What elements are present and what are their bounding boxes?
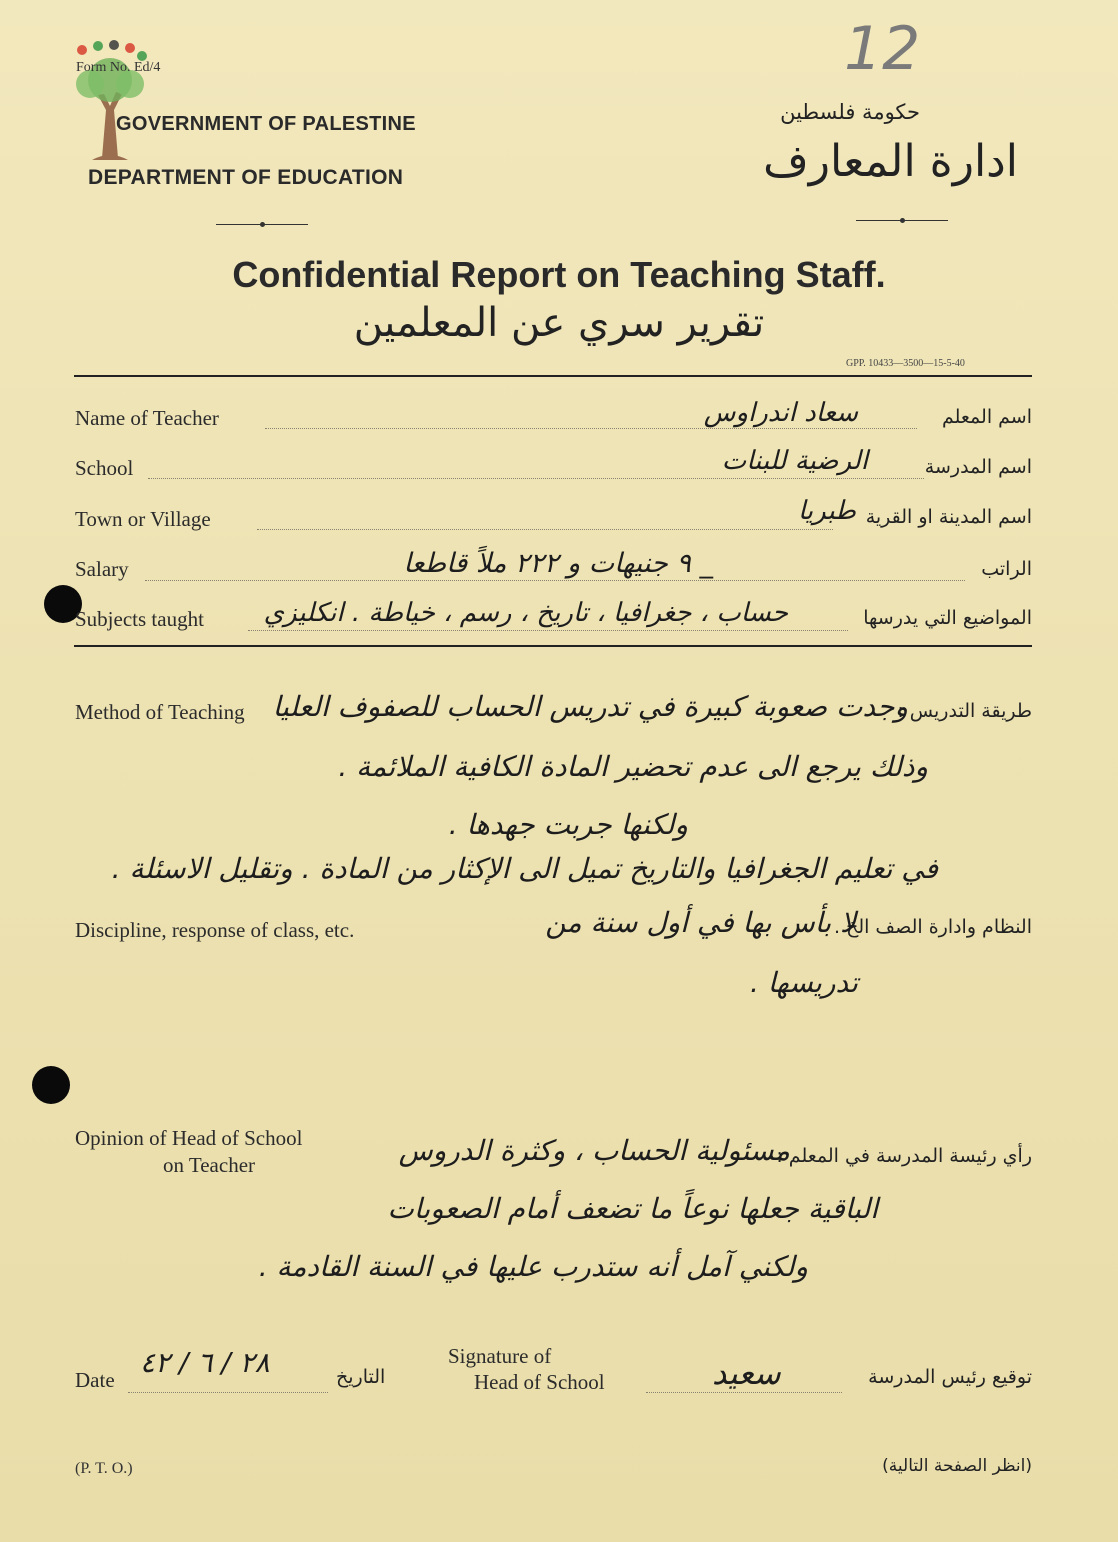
field-value-school: الرضية للبنات [721,446,868,476]
field-line [148,478,924,479]
discipline-label: Discipline, response of class, etc. [75,918,355,942]
field-value-subjects: حساب ، جغرافيا ، تاريخ ، رسم ، خياطة . انكليزي [263,598,788,628]
method-line-1: وجدت صعوبة كبيرة في تدريس الحساب للصفوف العليا [272,690,908,723]
form-number: Form No. Ed/4 [76,60,161,75]
date-label: Date [75,1368,115,1392]
department-title: DEPARTMENT OF EDUCATION [88,166,404,189]
field-line [265,428,917,429]
field-label-teacher: Name of Teacher [75,406,219,430]
field-value-town: طبريا [797,496,856,526]
field-label-school: School [75,456,134,480]
pto-label: (P. T. O.) [75,1460,133,1477]
date-value: ٢٨ / ٦ / ٤٢ [140,1346,270,1379]
field-line [248,630,848,631]
field-label-subjects: Subjects taught [75,607,204,631]
field-value-salary: _ ٩ جنيهات و ٢٢٢ ملاً قاطعا [403,548,713,579]
date-line [128,1392,328,1393]
opinion-label: Opinion of Head of School [75,1126,303,1150]
opinion-label-ar: رأي رئيسة المدرسة في المعلم : [776,1145,1032,1167]
field-label-town-ar: اسم المدينة او القرية [865,506,1032,528]
government-title-ar: حكومة فلسطين [780,100,920,124]
pto-label-ar: (انظر الصفحة التالية) [882,1456,1032,1476]
opinion-line-3: ولكني آمل أنه ستدرب عليها في السنة القادمة . [258,1250,808,1283]
field-label-school-ar: اسم المدرسة [924,456,1032,478]
method-line-3: ولكنها جربت جهدها . [448,808,688,841]
field-label-salary-ar: الراتب [981,558,1032,580]
signature-label-2: Head of School [474,1370,605,1394]
field-label-town: Town or Village [75,507,211,531]
signature-line [646,1392,842,1393]
date-label-ar: التاريخ [336,1366,386,1388]
discipline-label-ar: النظام وادارة الصف الخ . [833,916,1032,938]
report-title-ar: تقرير سري عن المعلمين [353,300,765,346]
method-line-2: وذلك يرجع الى عدم تحضير المادة الكافية الملائمة . [338,750,928,783]
opinion-line-1: مسئولية الحساب ، وكثرة الدروس [398,1134,790,1167]
opinion-line-2: الباقية جعلها نوعاً ما تضعف أمام الصعوبات [387,1192,878,1225]
field-label-teacher-ar: اسم المعلم [941,406,1032,428]
method-label-ar: طريقة التدريس : [897,700,1032,722]
field-line [257,529,833,530]
tree-logo-icon [62,40,161,164]
signature-label-ar: توقيع رئيس المدرسة [868,1366,1032,1388]
page-number: 12 [844,14,921,84]
top-rule [74,375,1032,377]
field-label-subjects-ar: المواضيع التي يدرسها [863,607,1032,629]
report-title: Confidential Report on Teaching Staff. [232,254,886,295]
signature-label-1: Signature of [448,1344,552,1368]
field-label-salary: Salary [75,557,129,581]
fields-bottom-rule [74,645,1032,647]
discipline-line-1: لا بأس بها في أول سنة من [545,906,856,939]
divider [856,220,948,221]
department-title-ar: ادارة المعارف [763,136,1018,187]
field-value-teacher: سعاد اندراوس [703,398,858,428]
print-code: GPP. 10433—3500—15-5-40 [846,358,965,369]
government-title: GOVERNMENT OF PALESTINE [116,113,416,135]
divider [216,224,308,225]
method-line-4: في تعليم الجغرافيا والتاريخ تميل الى الإكثار من المادة . وتقليل الاسئلة . [111,852,938,885]
field-line [145,580,965,581]
opinion-label-2: on Teacher [163,1153,256,1177]
head-signature: سعيد [712,1354,781,1392]
discipline-line-2: تدريسها . [749,966,858,999]
punch-hole-icon [32,1066,70,1104]
method-label: Method of Teaching [75,700,245,724]
